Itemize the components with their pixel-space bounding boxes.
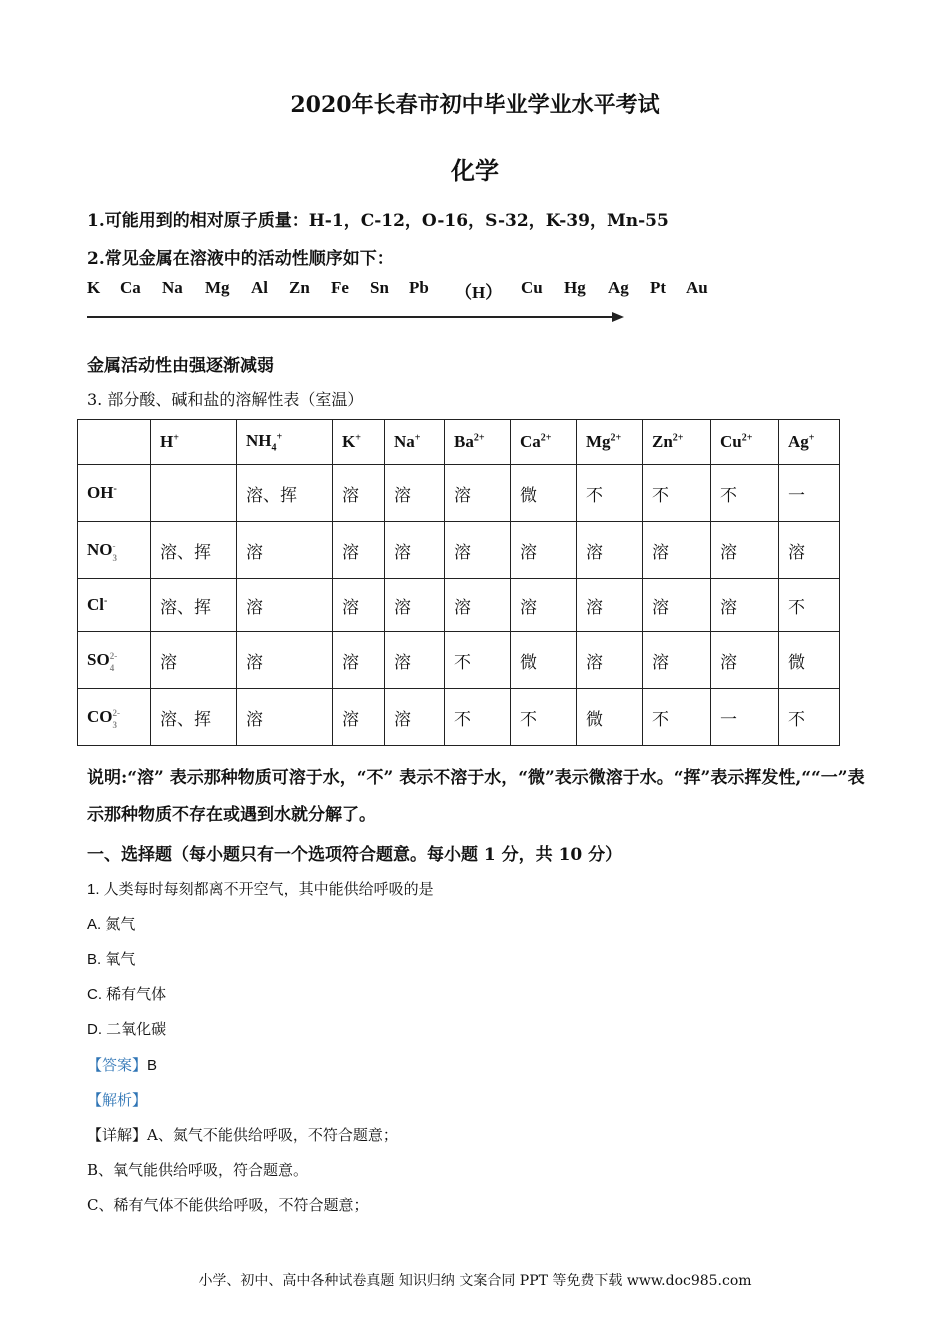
table-row <box>78 465 840 522</box>
option-b: B. 氧气 <box>87 951 136 968</box>
solubility-cell: 溶 <box>333 522 385 579</box>
anion-header: Cl- <box>78 579 151 632</box>
detail-b: B、氧气能供给呼吸，符合题意。 <box>87 1161 309 1179</box>
solubility-cell: 溶、挥 <box>151 522 237 579</box>
metal-1: Ca <box>120 278 141 297</box>
option-d: D. 二氧化碳 <box>87 1021 167 1038</box>
solubility-cell: 溶 <box>711 579 779 632</box>
table-row <box>78 522 840 579</box>
cation-header: $Ca^{2+}$ <box>511 420 577 465</box>
cation-header: $Mg^{2+}$ <box>577 420 643 465</box>
solubility-cell: 溶、挥 <box>151 689 237 746</box>
detail-a <box>87 1124 398 1145</box>
solubility-cell: 溶 <box>385 632 445 689</box>
solubility-cell: 不 <box>445 632 511 689</box>
detail-label: 【详解】 <box>87 1126 148 1144</box>
solubility-cell: 不 <box>779 689 840 746</box>
option-c: C. 稀有气体 <box>87 986 167 1003</box>
metal-6: Fe <box>331 278 349 297</box>
detail-a-text: A、氮气不能供给呼吸，不符合题意； <box>147 1126 398 1144</box>
solubility-cell: 溶、挥 <box>151 579 237 632</box>
metal-2: Na <box>162 278 183 297</box>
solubility-cell: 不 <box>445 689 511 746</box>
table-row <box>78 689 840 746</box>
solubility-cell: 一 <box>711 689 779 746</box>
metal-0: K <box>87 278 101 297</box>
cation-header: $Zn^{2+}$ <box>643 420 711 465</box>
option-a: A. 氮气 <box>87 916 136 933</box>
solubility-table <box>77 419 840 746</box>
solubility-cell <box>151 465 237 522</box>
detail-c: C、稀有气体不能供给呼吸，不符合题意； <box>87 1196 369 1214</box>
solubility-cell: 溶 <box>445 465 511 522</box>
solubility-cell: 不 <box>643 465 711 522</box>
solubility-cell: 溶 <box>385 522 445 579</box>
solubility-cell: 溶 <box>237 579 333 632</box>
metal-12: Ag <box>608 278 629 297</box>
cation-header: $NH_4^+$ <box>237 420 333 465</box>
arrow-head-icon <box>612 312 624 322</box>
solubility-cell: 溶 <box>385 689 445 746</box>
anion-header: SO 2- 4 <box>78 632 151 689</box>
answer-line <box>87 1054 157 1075</box>
solubility-cell: 溶 <box>511 522 577 579</box>
metal-9: （H） <box>455 283 503 302</box>
solubility-cell: 不 <box>511 689 577 746</box>
solubility-cell: 溶 <box>779 522 840 579</box>
cation-header: $Ba^{2+}$ <box>445 420 511 465</box>
solubility-cell: 溶 <box>643 522 711 579</box>
solubility-cell: 溶 <box>333 632 385 689</box>
solubility-cell: 溶 <box>333 689 385 746</box>
activity-arrow <box>87 316 617 318</box>
solubility-table-title: 3. 部分酸、碱和盐的溶解性表（室温） <box>87 390 364 409</box>
metal-14: Au <box>686 278 708 297</box>
solubility-cell: 溶 <box>237 689 333 746</box>
solubility-cell: 不 <box>643 689 711 746</box>
solubility-cell: 溶 <box>577 579 643 632</box>
cation-header: K+ <box>333 420 385 465</box>
table-header-row <box>78 420 840 465</box>
solubility-cell: 溶 <box>333 579 385 632</box>
cation-header: $Cu^{2+}$ <box>711 420 779 465</box>
question-stem: 1. 人类每时每刻都离不开空气，其中能供给呼吸的是 <box>87 881 434 898</box>
anion-header: CO 2- 3 <box>78 689 151 746</box>
exam-title: 2020年长春市初中毕业学业水平考试 <box>290 92 660 118</box>
solubility-cell: 微 <box>511 465 577 522</box>
solubility-cell: 溶 <box>385 579 445 632</box>
solubility-cell: 溶 <box>577 522 643 579</box>
solubility-cell: 溶 <box>333 465 385 522</box>
table-row <box>78 579 840 632</box>
solubility-cell: 不 <box>577 465 643 522</box>
answer-label: 【答案】 <box>87 1057 148 1074</box>
atomic-mass-note: 1.可能用到的相对原子质量：H-1，C-12，O-16，S-32，K-39，Mn-55 <box>87 211 669 231</box>
solubility-cell: 溶 <box>711 522 779 579</box>
solubility-cell: 溶 <box>385 465 445 522</box>
subject-title: 化学 <box>451 156 499 185</box>
explanation-note: 说明:“溶” 表示那种物质可溶于水，“不” 表示不溶于水，“微”表示微溶于水。“挥”表示挥发性,““一”表示那种物质不存在或遇到水就分解了。 <box>87 768 865 825</box>
cation-header: Na+ <box>385 420 445 465</box>
solubility-cell: 溶 <box>643 579 711 632</box>
table-corner-cell <box>78 420 151 465</box>
solubility-cell: 不 <box>711 465 779 522</box>
solubility-cell: 微 <box>779 632 840 689</box>
solubility-cell: 溶 <box>643 632 711 689</box>
metal-11: Hg <box>564 278 586 297</box>
footer-text: 小学、初中、高中各种试卷真题 知识归纳 文案合同 PPT 等免费下载 www.doc985.com <box>198 1273 752 1289</box>
solubility-cell: 溶 <box>151 632 237 689</box>
solubility-cell: 溶、挥 <box>237 465 333 522</box>
solubility-cell: 溶 <box>711 632 779 689</box>
metal-8: Pb <box>409 278 429 297</box>
metal-4: Al <box>251 278 268 297</box>
solubility-cell: 溶 <box>445 579 511 632</box>
answer-value: B <box>147 1057 158 1074</box>
analysis-label: 【解析】 <box>87 1092 148 1109</box>
metal-5: Zn <box>289 278 310 297</box>
solubility-cell: 一 <box>779 465 840 522</box>
solubility-cell: 溶 <box>511 579 577 632</box>
section-title: 一、选择题（每小题只有一个选项符合题意。每小题 1 分，共 10 分） <box>87 845 623 865</box>
metal-13: Pt <box>650 278 667 297</box>
activity-caption: 金属活动性由强逐渐减弱 <box>87 356 274 376</box>
anion-header: NO - 3 <box>78 522 151 579</box>
solubility-cell: 溶 <box>237 632 333 689</box>
solubility-cell: 溶 <box>445 522 511 579</box>
solubility-cell: 不 <box>779 579 840 632</box>
metal-3: Mg <box>205 278 230 297</box>
activity-note: 2.常见金属在溶液中的活动性顺序如下： <box>87 249 394 269</box>
anion-header: OH- <box>78 465 151 522</box>
metal-10: Cu <box>521 278 543 297</box>
solubility-cell: 溶 <box>237 522 333 579</box>
solubility-cell: 溶 <box>577 632 643 689</box>
cation-header: Ag+ <box>779 420 840 465</box>
table-row <box>78 632 840 689</box>
metal-7: Sn <box>370 278 389 297</box>
solubility-cell: 微 <box>577 689 643 746</box>
cation-header: H+ <box>151 420 237 465</box>
solubility-cell: 微 <box>511 632 577 689</box>
